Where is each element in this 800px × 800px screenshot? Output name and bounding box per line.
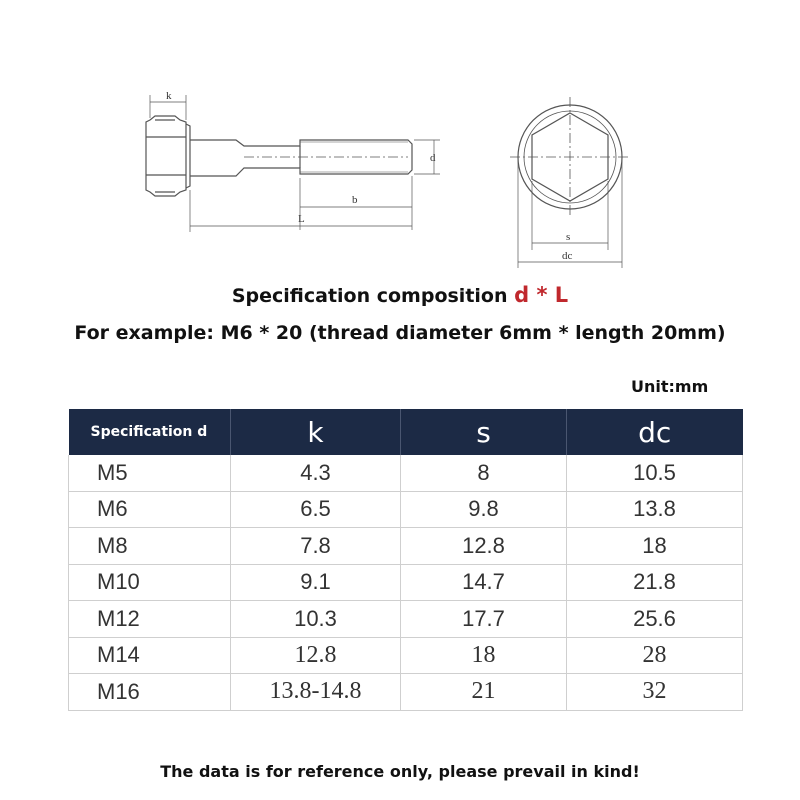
cell-spec: M14 (69, 637, 231, 674)
cell-s: 21 (401, 674, 567, 711)
b-label: b (352, 194, 358, 206)
side-view-labels (166, 90, 436, 225)
cell-s: 9.8 (401, 491, 567, 528)
example-line: For example: M6 * 20 (thread diameter 6mm * length 20mm) (74, 322, 726, 344)
cell-spec: M5 (69, 455, 231, 491)
table-row (69, 637, 743, 674)
L-label: L (298, 213, 305, 225)
cell-k: 13.8-14.8 (231, 674, 401, 711)
cell-k: 4.3 (231, 455, 401, 491)
cell-k: 7.8 (231, 528, 401, 565)
cell-spec: M6 (69, 491, 231, 528)
unit-label: Unit:mm (631, 377, 709, 396)
cell-s: 8 (401, 455, 567, 491)
end-view-labels (562, 231, 573, 262)
reference-footnote: The data is for reference only, please prevail in kind! (160, 762, 640, 781)
d-label: d (430, 152, 436, 164)
side-view (146, 95, 440, 232)
table-row (69, 455, 743, 491)
specification-formula: d * L (514, 283, 569, 307)
spec-table (68, 409, 743, 711)
cell-dc: 10.5 (567, 455, 743, 491)
column-header-spec: Specification d (69, 409, 231, 455)
table-row (69, 528, 743, 565)
cell-spec: M16 (69, 674, 231, 711)
cell-k: 6.5 (231, 491, 401, 528)
dc-label: dc (562, 250, 573, 262)
cell-k: 9.1 (231, 564, 401, 601)
column-header-s: s (401, 409, 567, 455)
cell-s: 12.8 (401, 528, 567, 565)
cell-dc: 28 (567, 637, 743, 674)
cell-s: 14.7 (401, 564, 567, 601)
specification-heading-text: Specification composition (231, 285, 508, 307)
cell-dc: 21.8 (567, 564, 743, 601)
table-row (69, 601, 743, 638)
table-header-row (69, 409, 743, 455)
table-row (69, 564, 743, 601)
cell-dc: 13.8 (567, 491, 743, 528)
cell-dc: 25.6 (567, 601, 743, 638)
cell-k: 12.8 (231, 637, 401, 674)
column-header-k: k (231, 409, 401, 455)
cell-spec: M12 (69, 601, 231, 638)
column-header-dc: dc (567, 409, 743, 455)
cell-spec: M8 (69, 528, 231, 565)
cell-k: 10.3 (231, 601, 401, 638)
k-label: k (166, 90, 172, 102)
s-label: s (566, 231, 571, 243)
cell-dc: 32 (567, 674, 743, 711)
cell-dc: 18 (567, 528, 743, 565)
cell-spec: M10 (69, 564, 231, 601)
bolt-drawing (0, 0, 800, 280)
cell-s: 17.7 (401, 601, 567, 638)
table-row (69, 491, 743, 528)
specification-heading (0, 283, 800, 307)
table-row (69, 674, 743, 711)
cell-s: 18 (401, 637, 567, 674)
